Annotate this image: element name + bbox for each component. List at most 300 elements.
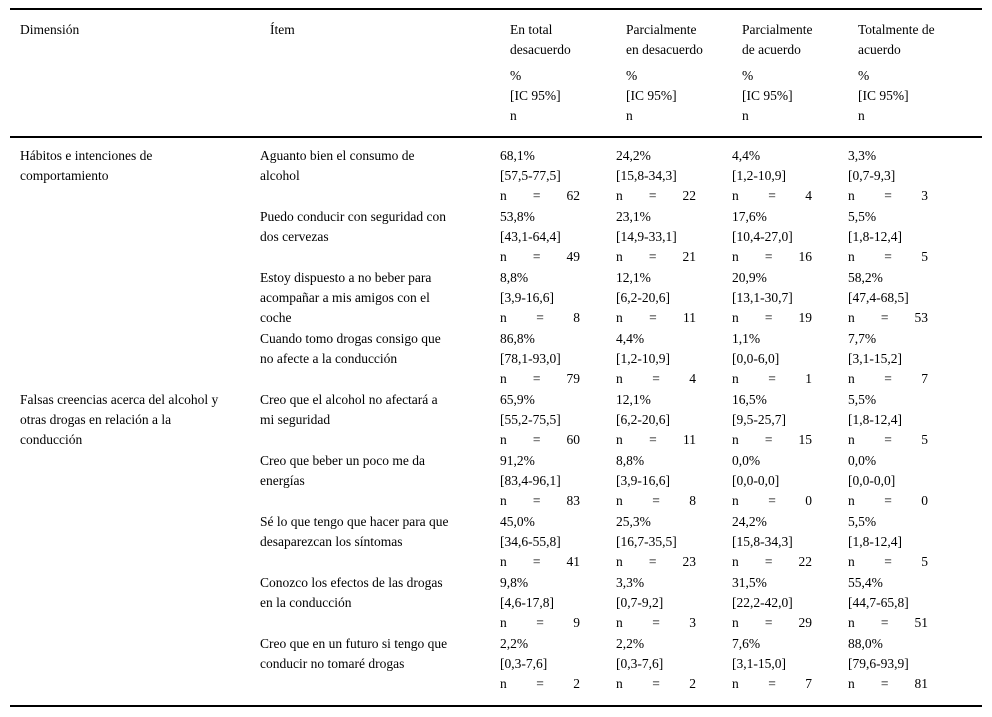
n-label: n xyxy=(616,432,623,447)
subheader-percent: % xyxy=(858,68,870,83)
n-value: 81 xyxy=(914,676,928,691)
percent-value: 8,8% xyxy=(616,453,645,468)
percent-value: 53,8% xyxy=(500,209,535,224)
confidence-interval: [0,0-0,0] xyxy=(848,473,896,488)
n-row xyxy=(848,308,928,328)
header-dimension-label: Dimensión xyxy=(20,22,80,37)
n-label: n xyxy=(616,371,623,386)
n-row xyxy=(500,369,580,389)
percent-value: 86,8% xyxy=(500,331,535,346)
percent-value: 12,1% xyxy=(616,392,651,407)
subheader-percent: % xyxy=(510,68,522,83)
equals-sign: = xyxy=(764,432,773,447)
n-row xyxy=(616,308,696,328)
dimension-cell xyxy=(20,451,260,511)
equals-sign: = xyxy=(768,188,776,203)
percent-value: 5,5% xyxy=(848,209,877,224)
header-col-totalmente-acuerdo xyxy=(858,20,972,126)
percent-value: 17,6% xyxy=(732,209,767,224)
n-row xyxy=(732,430,812,450)
percent-value: 68,1% xyxy=(500,148,535,163)
confidence-interval: [14,9-33,1] xyxy=(616,229,677,244)
dimension-cell: Falsas creencias acerca del alcohol y otras drogas en relación a la conducción xyxy=(20,392,219,447)
results-table xyxy=(10,8,982,707)
confidence-interval: [0,0-6,0] xyxy=(732,351,780,366)
n-value: 5 xyxy=(921,249,928,264)
percent-value: 20,9% xyxy=(732,270,767,285)
n-label: n xyxy=(616,310,623,325)
n-label: n xyxy=(500,432,507,447)
confidence-interval: [1,2-10,9] xyxy=(616,351,670,366)
equals-sign: = xyxy=(648,249,657,264)
n-value: 5 xyxy=(921,432,928,447)
equals-sign: = xyxy=(532,493,541,508)
stat-cell xyxy=(848,329,962,389)
equals-sign: = xyxy=(764,554,773,569)
n-label: n xyxy=(732,615,739,630)
n-label: n xyxy=(732,188,739,203)
equals-sign: = xyxy=(532,188,541,203)
stat-cell xyxy=(848,634,962,694)
equals-sign: = xyxy=(880,615,889,630)
equals-sign: = xyxy=(764,310,773,325)
percent-value: 0,0% xyxy=(848,453,877,468)
confidence-interval: [22,2-42,0] xyxy=(732,595,793,610)
confidence-interval: [47,4-68,5] xyxy=(848,290,909,305)
confidence-interval: [0,3-7,6] xyxy=(616,656,664,671)
n-label: n xyxy=(616,493,623,508)
confidence-interval: [4,6-17,8] xyxy=(500,595,554,610)
header-dimension xyxy=(20,20,270,126)
confidence-interval: [55,2-75,5] xyxy=(500,412,561,427)
header-subheaders xyxy=(742,66,842,126)
table-header xyxy=(10,10,982,138)
n-value: 21 xyxy=(682,249,696,264)
percent-value: 9,8% xyxy=(500,575,529,590)
stat-cell xyxy=(616,634,732,694)
stat-cell xyxy=(500,207,616,267)
header-col-label: En total desacuerdo xyxy=(510,22,571,57)
subheader-n: n xyxy=(510,108,517,123)
percent-value: 5,5% xyxy=(848,392,877,407)
n-row xyxy=(616,674,696,694)
header-col-label: Totalmente de acuerdo xyxy=(858,22,935,57)
equals-sign: = xyxy=(649,432,657,447)
n-label: n xyxy=(616,676,623,691)
n-value: 0 xyxy=(805,493,812,508)
table-row xyxy=(20,573,972,633)
confidence-interval: [16,7-35,5] xyxy=(616,534,677,549)
stat-cell xyxy=(616,451,732,511)
subheader-ci: [IC 95%] xyxy=(858,88,909,103)
n-row xyxy=(848,247,928,267)
stat-cell xyxy=(848,390,962,450)
n-value: 0 xyxy=(921,493,928,508)
dimension-cell xyxy=(20,512,260,572)
stat-cell xyxy=(616,268,732,328)
equals-sign: = xyxy=(652,493,660,508)
dimension-cell: Hábitos e intenciones de comportamiento xyxy=(20,148,153,183)
n-value: 41 xyxy=(566,554,580,569)
percent-value: 24,2% xyxy=(616,148,651,163)
n-label: n xyxy=(848,432,855,447)
n-row xyxy=(732,552,812,572)
item-cell: Creo que beber un poco me da energías xyxy=(260,453,425,488)
n-row xyxy=(500,186,580,206)
confidence-interval: [44,7-65,8] xyxy=(848,595,909,610)
item-cell: Puedo conducir con seguridad con dos cervezas xyxy=(260,209,446,244)
confidence-interval: [6,2-20,6] xyxy=(616,290,670,305)
table-row xyxy=(20,268,972,328)
confidence-interval: [0,7-9,2] xyxy=(616,595,664,610)
n-value: 49 xyxy=(566,249,580,264)
n-label: n xyxy=(732,432,739,447)
equals-sign: = xyxy=(768,493,776,508)
n-value: 19 xyxy=(798,310,812,325)
confidence-interval: [3,9-16,6] xyxy=(500,290,554,305)
percent-value: 3,3% xyxy=(848,148,877,163)
equals-sign: = xyxy=(884,493,892,508)
table-row xyxy=(20,146,972,206)
n-row xyxy=(848,430,928,450)
n-row xyxy=(732,186,812,206)
n-value: 7 xyxy=(805,676,812,691)
equals-sign: = xyxy=(884,554,892,569)
n-value: 1 xyxy=(805,371,812,386)
stat-cell xyxy=(848,573,962,633)
header-col-label: Parcialmente en desacuerdo xyxy=(626,22,703,57)
subheader-ci: [IC 95%] xyxy=(510,88,561,103)
stat-cell xyxy=(616,512,732,572)
equals-sign: = xyxy=(884,249,892,264)
n-row xyxy=(732,308,812,328)
percent-value: 88,0% xyxy=(848,636,883,651)
stat-cell xyxy=(500,268,616,328)
percent-value: 25,3% xyxy=(616,514,651,529)
subheader-percent: % xyxy=(742,68,754,83)
table-row xyxy=(20,634,972,694)
n-label: n xyxy=(616,188,623,203)
percent-value: 24,2% xyxy=(732,514,767,529)
table-body xyxy=(10,138,982,705)
n-row xyxy=(848,552,928,572)
confidence-interval: [57,5-77,5] xyxy=(500,168,561,183)
confidence-interval: [1,8-12,4] xyxy=(848,229,902,244)
equals-sign: = xyxy=(768,371,776,386)
n-row xyxy=(848,369,928,389)
stat-cell xyxy=(616,329,732,389)
n-value: 83 xyxy=(566,493,580,508)
percent-value: 2,2% xyxy=(500,636,529,651)
n-row xyxy=(500,491,580,511)
subheader-ci: [IC 95%] xyxy=(742,88,793,103)
stat-cell xyxy=(616,390,732,450)
n-label: n xyxy=(848,249,855,264)
n-label: n xyxy=(848,676,855,691)
equals-sign: = xyxy=(532,371,541,386)
stat-cell xyxy=(848,146,962,206)
percent-value: 7,7% xyxy=(848,331,877,346)
confidence-interval: [78,1-93,0] xyxy=(500,351,561,366)
n-value: 7 xyxy=(921,371,928,386)
n-row xyxy=(500,308,580,328)
percent-value: 1,1% xyxy=(732,331,761,346)
dimension-cell xyxy=(20,268,260,328)
n-row xyxy=(616,369,696,389)
n-label: n xyxy=(848,310,855,325)
stat-cell xyxy=(732,268,848,328)
n-row xyxy=(500,613,580,633)
item-cell: Estoy dispuesto a no beber para acompañar a mis amigos con el coche xyxy=(260,270,432,325)
percent-value: 16,5% xyxy=(732,392,767,407)
stat-cell xyxy=(732,390,848,450)
equals-sign: = xyxy=(652,371,660,386)
n-label: n xyxy=(732,371,739,386)
equals-sign: = xyxy=(649,310,657,325)
n-label: n xyxy=(616,615,623,630)
n-label: n xyxy=(500,188,507,203)
n-label: n xyxy=(848,554,855,569)
equals-sign: = xyxy=(648,554,657,569)
confidence-interval: [15,8-34,3] xyxy=(732,534,793,549)
confidence-interval: [83,4-96,1] xyxy=(500,473,561,488)
stat-cell xyxy=(500,634,616,694)
percent-value: 55,4% xyxy=(848,575,883,590)
percent-value: 4,4% xyxy=(616,331,645,346)
header-col-label: Parcialmente de acuerdo xyxy=(742,22,813,57)
n-value: 51 xyxy=(914,615,928,630)
percent-value: 31,5% xyxy=(732,575,767,590)
percent-value: 91,2% xyxy=(500,453,535,468)
equals-sign: = xyxy=(880,310,889,325)
item-cell: Aguanto bien el consumo de alcohol xyxy=(260,148,415,183)
equals-sign: = xyxy=(884,188,892,203)
n-value: 11 xyxy=(683,432,696,447)
confidence-interval: [0,7-9,3] xyxy=(848,168,896,183)
item-cell: Creo que en un futuro si tengo que conducir no tomaré drogas xyxy=(260,636,448,671)
n-label: n xyxy=(732,676,739,691)
percent-value: 2,2% xyxy=(616,636,645,651)
equals-sign: = xyxy=(532,432,541,447)
n-label: n xyxy=(500,554,507,569)
n-label: n xyxy=(500,676,507,691)
header-subheaders xyxy=(510,66,610,126)
confidence-interval: [0,0-0,0] xyxy=(732,473,780,488)
equals-sign: = xyxy=(884,371,892,386)
n-label: n xyxy=(732,310,739,325)
n-row xyxy=(848,491,928,511)
n-row xyxy=(616,430,696,450)
n-value: 29 xyxy=(798,615,812,630)
confidence-interval: [13,1-30,7] xyxy=(732,290,793,305)
header-item xyxy=(270,20,510,126)
equals-sign: = xyxy=(532,249,541,264)
equals-sign: = xyxy=(648,188,657,203)
n-value: 62 xyxy=(566,188,580,203)
n-value: 8 xyxy=(689,493,696,508)
n-value: 16 xyxy=(798,249,812,264)
dimension-cell xyxy=(20,573,260,633)
equals-sign: = xyxy=(536,676,544,691)
n-label: n xyxy=(616,554,623,569)
header-item-label: Ítem xyxy=(270,22,295,37)
n-label: n xyxy=(848,188,855,203)
stat-cell xyxy=(500,329,616,389)
confidence-interval: [9,5-25,7] xyxy=(732,412,786,427)
n-row xyxy=(848,613,928,633)
percent-value: 45,0% xyxy=(500,514,535,529)
n-row xyxy=(500,552,580,572)
stat-cell xyxy=(732,329,848,389)
confidence-interval: [1,2-10,9] xyxy=(732,168,786,183)
header-col-total-desacuerdo xyxy=(510,20,626,126)
n-value: 53 xyxy=(914,310,928,325)
n-row xyxy=(616,186,696,206)
equals-sign: = xyxy=(652,615,660,630)
percent-value: 58,2% xyxy=(848,270,883,285)
confidence-interval: [6,2-20,6] xyxy=(616,412,670,427)
n-value: 2 xyxy=(689,676,696,691)
equals-sign: = xyxy=(880,676,889,691)
n-row xyxy=(848,674,928,694)
n-label: n xyxy=(848,615,855,630)
stat-cell xyxy=(616,573,732,633)
n-value: 79 xyxy=(566,371,580,386)
percent-value: 7,6% xyxy=(732,636,761,651)
n-label: n xyxy=(848,371,855,386)
percent-value: 12,1% xyxy=(616,270,651,285)
n-row xyxy=(732,674,812,694)
header-col-parcialmente-desacuerdo xyxy=(626,20,742,126)
stat-cell xyxy=(848,451,962,511)
dimension-cell xyxy=(20,634,260,694)
subheader-percent: % xyxy=(626,68,638,83)
subheader-n: n xyxy=(858,108,865,123)
n-row xyxy=(616,491,696,511)
subheader-n: n xyxy=(742,108,749,123)
percent-value: 5,5% xyxy=(848,514,877,529)
n-value: 22 xyxy=(798,554,812,569)
header-subheaders xyxy=(858,66,956,126)
n-value: 3 xyxy=(921,188,928,203)
n-label: n xyxy=(500,371,507,386)
item-cell: Conozco los efectos de las drogas en la conducción xyxy=(260,575,443,610)
header-col-parcialmente-acuerdo xyxy=(742,20,858,126)
n-label: n xyxy=(500,493,507,508)
stat-cell xyxy=(732,512,848,572)
table-row xyxy=(20,512,972,572)
n-label: n xyxy=(616,249,623,264)
stat-cell xyxy=(616,207,732,267)
n-row xyxy=(616,613,696,633)
n-value: 22 xyxy=(682,188,696,203)
stat-cell xyxy=(500,390,616,450)
n-value: 8 xyxy=(573,310,580,325)
equals-sign: = xyxy=(764,249,773,264)
n-label: n xyxy=(732,554,739,569)
n-row xyxy=(732,491,812,511)
n-value: 60 xyxy=(566,432,580,447)
n-row xyxy=(616,552,696,572)
n-value: 11 xyxy=(683,310,696,325)
n-value: 5 xyxy=(921,554,928,569)
n-value: 2 xyxy=(573,676,580,691)
stat-cell xyxy=(732,451,848,511)
subheader-ci: [IC 95%] xyxy=(626,88,677,103)
percent-value: 23,1% xyxy=(616,209,651,224)
n-row xyxy=(500,247,580,267)
n-row xyxy=(500,430,580,450)
n-value: 15 xyxy=(798,432,812,447)
stat-cell xyxy=(616,146,732,206)
n-label: n xyxy=(732,249,739,264)
percent-value: 4,4% xyxy=(732,148,761,163)
item-cell: Sé lo que tengo que hacer para que desaparezcan los síntomas xyxy=(260,514,449,549)
n-label: n xyxy=(500,615,507,630)
percent-value: 8,8% xyxy=(500,270,529,285)
table-row xyxy=(20,390,972,450)
dimension-cell xyxy=(20,329,260,389)
stat-cell xyxy=(500,451,616,511)
confidence-interval: [0,3-7,6] xyxy=(500,656,548,671)
percent-value: 0,0% xyxy=(732,453,761,468)
n-row xyxy=(848,186,928,206)
confidence-interval: [3,9-16,6] xyxy=(616,473,670,488)
item-cell: Creo que el alcohol no afectará a mi seguridad xyxy=(260,392,438,427)
stat-cell xyxy=(848,512,962,572)
n-value: 23 xyxy=(682,554,696,569)
n-label: n xyxy=(848,493,855,508)
n-row xyxy=(732,369,812,389)
confidence-interval: [43,1-64,4] xyxy=(500,229,561,244)
n-value: 3 xyxy=(689,615,696,630)
equals-sign: = xyxy=(532,554,541,569)
dimension-cell xyxy=(20,207,260,267)
equals-sign: = xyxy=(536,615,544,630)
n-value: 9 xyxy=(573,615,580,630)
stat-cell xyxy=(500,512,616,572)
stat-cell xyxy=(848,268,962,328)
confidence-interval: [1,8-12,4] xyxy=(848,412,902,427)
confidence-interval: [3,1-15,0] xyxy=(732,656,786,671)
equals-sign: = xyxy=(768,676,776,691)
percent-value: 3,3% xyxy=(616,575,645,590)
stat-cell xyxy=(732,207,848,267)
item-cell: Cuando tomo drogas consigo que no afecte a la conducción xyxy=(260,331,441,366)
confidence-interval: [15,8-34,3] xyxy=(616,168,677,183)
n-row xyxy=(732,247,812,267)
confidence-interval: [34,6-55,8] xyxy=(500,534,561,549)
table-row xyxy=(20,451,972,511)
n-label: n xyxy=(500,249,507,264)
equals-sign: = xyxy=(536,310,544,325)
n-label: n xyxy=(732,493,739,508)
stat-cell xyxy=(848,207,962,267)
subheader-n: n xyxy=(626,108,633,123)
stat-cell xyxy=(732,634,848,694)
stat-cell xyxy=(500,146,616,206)
stat-cell xyxy=(500,573,616,633)
n-label: n xyxy=(500,310,507,325)
confidence-interval: [10,4-27,0] xyxy=(732,229,793,244)
header-subheaders xyxy=(626,66,726,126)
equals-sign: = xyxy=(764,615,773,630)
confidence-interval: [3,1-15,2] xyxy=(848,351,902,366)
percent-value: 65,9% xyxy=(500,392,535,407)
n-row xyxy=(500,674,580,694)
confidence-interval: [79,6-93,9] xyxy=(848,656,909,671)
stat-cell xyxy=(732,146,848,206)
